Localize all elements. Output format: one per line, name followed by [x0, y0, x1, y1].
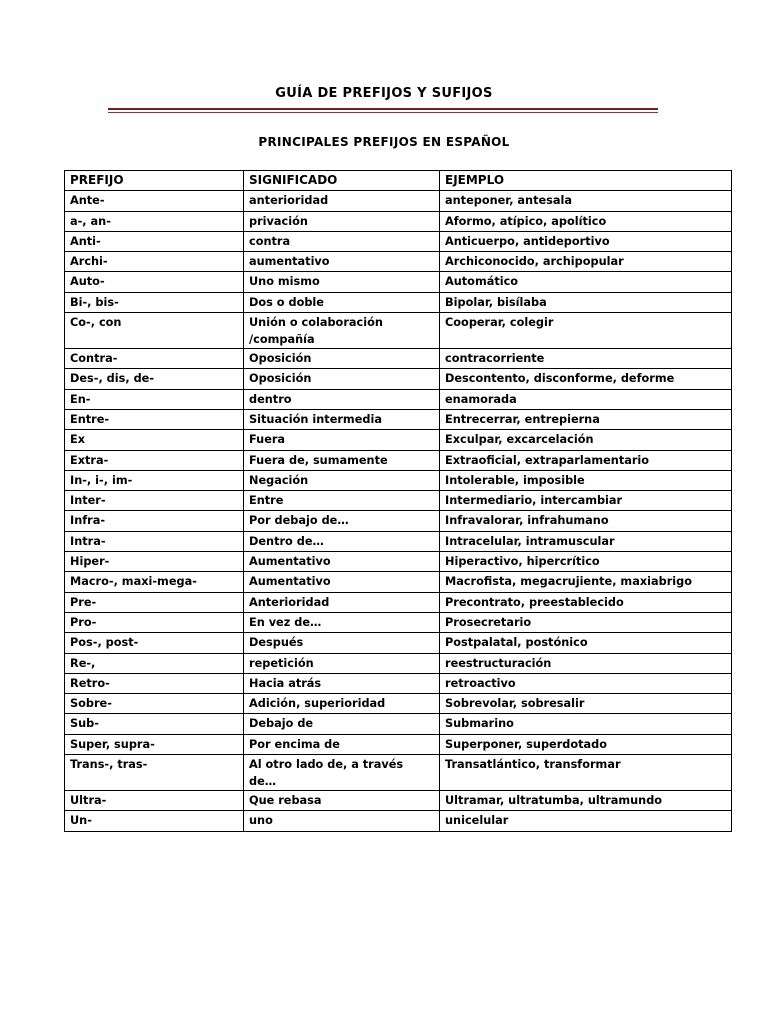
cell-significado: uno — [244, 811, 440, 831]
cell-prefijo: Ex — [65, 430, 244, 450]
cell-prefijo: Infra- — [65, 511, 244, 531]
cell-ejemplo: Transatlántico, transformar — [440, 755, 732, 791]
table-row — [65, 633, 732, 653]
cell-significado: Entre — [244, 491, 440, 511]
cell-significado: Aumentativo — [244, 572, 440, 592]
table-row — [65, 349, 732, 369]
table-row — [65, 491, 732, 511]
cell-prefijo: In-, i-, im- — [65, 470, 244, 490]
title-underline — [108, 108, 658, 110]
cell-prefijo: Co-, con — [65, 313, 244, 349]
cell-prefijo: a-, an- — [65, 211, 244, 231]
cell-prefijo: Hiper- — [65, 552, 244, 572]
cell-ejemplo: Prosecretario — [440, 612, 732, 632]
cell-significado: Negación — [244, 470, 440, 490]
cell-prefijo: Ante- — [65, 191, 244, 211]
cell-significado: Oposición — [244, 369, 440, 389]
cell-ejemplo: Sobrevolar, sobresalir — [440, 694, 732, 714]
table-row — [65, 673, 732, 693]
table-row — [65, 450, 732, 470]
cell-prefijo: Ultra- — [65, 791, 244, 811]
cell-prefijo: Bi-, bis- — [65, 292, 244, 312]
header-ejemplo: EJEMPLO — [440, 171, 732, 191]
cell-significado: Oposición — [244, 349, 440, 369]
cell-ejemplo: Archiconocido, archipopular — [440, 252, 732, 272]
table-row — [65, 552, 732, 572]
cell-ejemplo: Descontento, disconforme, deforme — [440, 369, 732, 389]
cell-prefijo: En- — [65, 389, 244, 409]
table-body — [65, 191, 732, 831]
cell-prefijo: Des-, dis, de- — [65, 369, 244, 389]
cell-ejemplo: Hiperactivo, hipercrítico — [440, 552, 732, 572]
table-row — [65, 369, 732, 389]
table-row — [65, 511, 732, 531]
cell-significado: dentro — [244, 389, 440, 409]
cell-prefijo: Entre- — [65, 409, 244, 429]
table-row — [65, 231, 732, 251]
cell-prefijo: Un- — [65, 811, 244, 831]
table-row — [65, 791, 732, 811]
cell-ejemplo: Exculpar, excarcelación — [440, 430, 732, 450]
table-row — [65, 734, 732, 754]
table-row — [65, 252, 732, 272]
cell-prefijo: Retro- — [65, 673, 244, 693]
cell-significado: Por debajo de… — [244, 511, 440, 531]
cell-significado: Al otro lado de, a través de… — [244, 755, 440, 791]
cell-significado: repetición — [244, 653, 440, 673]
cell-significado: Después — [244, 633, 440, 653]
cell-significado: Aumentativo — [244, 552, 440, 572]
table-row — [65, 714, 732, 734]
cell-ejemplo: Entrecerrar, entrepierna — [440, 409, 732, 429]
cell-significado: Que rebasa — [244, 791, 440, 811]
cell-prefijo: Extra- — [65, 450, 244, 470]
cell-prefijo: Sobre- — [65, 694, 244, 714]
table-row — [65, 592, 732, 612]
cell-prefijo: Trans-, tras- — [65, 755, 244, 791]
prefix-table — [64, 170, 732, 832]
cell-ejemplo: anteponer, antesala — [440, 191, 732, 211]
table-row — [65, 211, 732, 231]
table-row — [65, 292, 732, 312]
cell-ejemplo: retroactivo — [440, 673, 732, 693]
cell-significado: Situación intermedia — [244, 409, 440, 429]
cell-ejemplo: Intolerable, imposible — [440, 470, 732, 490]
table-row — [65, 191, 732, 211]
cell-prefijo: Sub- — [65, 714, 244, 734]
cell-ejemplo: Intracelular, intramuscular — [440, 531, 732, 551]
cell-ejemplo: unicelular — [440, 811, 732, 831]
title-underline-thin — [108, 112, 658, 113]
cell-prefijo: Archi- — [65, 252, 244, 272]
cell-significado: Fuera — [244, 430, 440, 450]
cell-prefijo: Macro-, maxi-mega- — [65, 572, 244, 592]
cell-ejemplo: Aformo, atípico, apolítico — [440, 211, 732, 231]
cell-prefijo: Super, supra- — [65, 734, 244, 754]
table-row — [65, 653, 732, 673]
cell-ejemplo: Intermediario, intercambiar — [440, 491, 732, 511]
cell-prefijo: Anti- — [65, 231, 244, 251]
cell-significado: Adición, superioridad — [244, 694, 440, 714]
document-subtitle: PRINCIPALES PREFIJOS EN ESPAÑOL — [258, 135, 510, 149]
cell-prefijo: Inter- — [65, 491, 244, 511]
cell-ejemplo: enamorada — [440, 389, 732, 409]
table-header-row — [65, 171, 732, 191]
cell-significado: privación — [244, 211, 440, 231]
cell-prefijo: Pos-, post- — [65, 633, 244, 653]
cell-ejemplo: Infravalorar, infrahumano — [440, 511, 732, 531]
cell-prefijo: Pro- — [65, 612, 244, 632]
table-row — [65, 694, 732, 714]
cell-prefijo: Re-, — [65, 653, 244, 673]
header-significado: SIGNIFICADO — [244, 171, 440, 191]
table-row — [65, 409, 732, 429]
document-title: GUÍA DE PREFIJOS Y SUFIJOS — [275, 86, 493, 101]
cell-significado: Anterioridad — [244, 592, 440, 612]
cell-significado: Fuera de, sumamente — [244, 450, 440, 470]
table-row — [65, 313, 732, 349]
cell-ejemplo: Automático — [440, 272, 732, 292]
cell-significado: En vez de… — [244, 612, 440, 632]
table-row — [65, 389, 732, 409]
cell-significado: Por encima de — [244, 734, 440, 754]
table-row — [65, 811, 732, 831]
cell-significado: Uno mismo — [244, 272, 440, 292]
cell-prefijo: Contra- — [65, 349, 244, 369]
cell-ejemplo: Postpalatal, postónico — [440, 633, 732, 653]
table-row — [65, 531, 732, 551]
cell-significado: contra — [244, 231, 440, 251]
cell-prefijo: Pre- — [65, 592, 244, 612]
cell-significado: Dentro de… — [244, 531, 440, 551]
table-row — [65, 272, 732, 292]
cell-significado: Dos o doble — [244, 292, 440, 312]
cell-significado: anterioridad — [244, 191, 440, 211]
cell-ejemplo: Ultramar, ultratumba, ultramundo — [440, 791, 732, 811]
cell-significado: aumentativo — [244, 252, 440, 272]
cell-significado: Hacia atrás — [244, 673, 440, 693]
cell-ejemplo: Submarino — [440, 714, 732, 734]
cell-ejemplo: Anticuerpo, antideportivo — [440, 231, 732, 251]
cell-ejemplo: Macrofista, megacrujiente, maxiabrigo — [440, 572, 732, 592]
cell-ejemplo: Cooperar, colegir — [440, 313, 732, 349]
cell-ejemplo: reestructuración — [440, 653, 732, 673]
cell-prefijo: Auto- — [65, 272, 244, 292]
cell-prefijo: Intra- — [65, 531, 244, 551]
header-prefijo: PREFIJO — [65, 171, 244, 191]
table-row — [65, 755, 732, 791]
cell-significado: Debajo de — [244, 714, 440, 734]
cell-ejemplo: Precontrato, preestablecido — [440, 592, 732, 612]
cell-ejemplo: Superponer, superdotado — [440, 734, 732, 754]
cell-ejemplo: contracorriente — [440, 349, 732, 369]
cell-ejemplo: Bipolar, bisílaba — [440, 292, 732, 312]
cell-significado: Unión o colaboración /compañía — [244, 313, 440, 349]
table-row — [65, 430, 732, 450]
table-row — [65, 470, 732, 490]
table-row — [65, 572, 732, 592]
table-row — [65, 612, 732, 632]
cell-ejemplo: Extraoficial, extraparlamentario — [440, 450, 732, 470]
